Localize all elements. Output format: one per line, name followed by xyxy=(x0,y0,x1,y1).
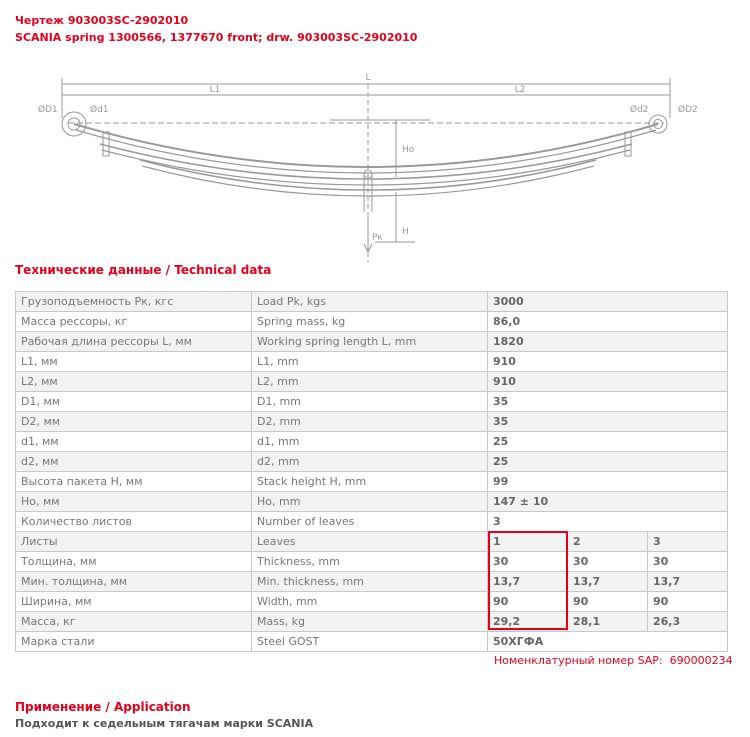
label-en: Spring mass, kg xyxy=(252,312,488,332)
label-en: D2, mm xyxy=(252,412,488,432)
label-ru: Мин. толщина, мм xyxy=(16,572,252,592)
label-ru: Количество листов xyxy=(16,512,252,532)
label-ru: d1, мм xyxy=(16,432,252,452)
application-text: Подходит к седельным тягачам марки SCANIA xyxy=(15,717,314,730)
svg-text:Ho: Ho xyxy=(402,145,415,155)
drawing-title-ru: Чертеж 903003SC-2902010 xyxy=(15,14,189,27)
clip-left xyxy=(103,132,109,156)
label-ru: D1, мм xyxy=(16,392,252,412)
label-en: Steel GOST xyxy=(252,632,488,652)
label-en: d1, mm xyxy=(252,432,488,452)
label-ru: Ho, мм xyxy=(16,492,252,512)
label-en: Load Pk, kgs xyxy=(252,292,488,312)
value-1: 910 xyxy=(488,372,728,392)
value-2: 28,1 xyxy=(568,612,648,632)
label-en: Width, mm xyxy=(252,592,488,612)
label-en: Min. thickness, mm xyxy=(252,572,488,592)
label-en: Mass, kg xyxy=(252,612,488,632)
value-3: 30 xyxy=(648,552,728,572)
value-1: 3 xyxy=(488,512,728,532)
value-3: 13,7 xyxy=(648,572,728,592)
value-1: 50ХГФА xyxy=(488,632,728,652)
sap-label: Номенклатурный номер SAP: xyxy=(494,654,663,667)
label-ru: Грузоподъемность Pк, кгс xyxy=(16,292,252,312)
value-2: 2 xyxy=(568,532,648,552)
svg-text:H: H xyxy=(402,227,409,237)
svg-text:Ød2: Ød2 xyxy=(630,105,649,115)
value-1: 35 xyxy=(488,392,728,412)
label-ru: D2, мм xyxy=(16,412,252,432)
label-ru: Ширина, мм xyxy=(16,592,252,612)
value-1: 25 xyxy=(488,452,728,472)
value-2: 13,7 xyxy=(568,572,648,592)
application-heading: Применение / Application xyxy=(15,700,191,714)
table-row xyxy=(16,292,728,312)
value-1: 1 xyxy=(488,532,568,552)
label-ru: Листы xyxy=(16,532,252,552)
table-row xyxy=(16,552,728,572)
value-1: 3000 xyxy=(488,292,728,312)
table-row xyxy=(16,472,728,492)
label-ru: d2, мм xyxy=(16,452,252,472)
table-row xyxy=(16,372,728,392)
specs-table xyxy=(15,291,728,652)
value-1: 13,7 xyxy=(488,572,568,592)
leaf-spring-drawing xyxy=(30,62,700,262)
label-ru: Марка стали xyxy=(16,632,252,652)
table-row xyxy=(16,532,728,552)
value-3: 3 xyxy=(648,532,728,552)
label-en: Leaves xyxy=(252,532,488,552)
label-ru: Рабочая длина рессоры L, мм xyxy=(16,332,252,352)
sap-number xyxy=(494,654,733,667)
value-1: 86,0 xyxy=(488,312,728,332)
value-3: 90 xyxy=(648,592,728,612)
value-1: 1820 xyxy=(488,332,728,352)
label-ru: Высота пакета H, мм xyxy=(16,472,252,492)
label-en: L2, mm xyxy=(252,372,488,392)
svg-text:ØD2: ØD2 xyxy=(678,105,698,115)
label-ru: Толщина, мм xyxy=(16,552,252,572)
leaf-1 xyxy=(74,124,658,167)
table-row xyxy=(16,572,728,592)
table-row xyxy=(16,492,728,512)
value-1: 910 xyxy=(488,352,728,372)
svg-text:L2: L2 xyxy=(514,85,526,95)
label-ru: Масса, кг xyxy=(16,612,252,632)
value-1: 25 xyxy=(488,432,728,452)
label-en: d2, mm xyxy=(252,452,488,472)
svg-text:L1: L1 xyxy=(209,85,221,95)
table-row xyxy=(16,392,728,412)
specs-heading: Технические данные / Technical data xyxy=(15,263,272,277)
value-1: 30 xyxy=(488,552,568,572)
svg-text:Pк: Pк xyxy=(372,233,383,243)
label-en: Number of leaves xyxy=(252,512,488,532)
value-1: 35 xyxy=(488,412,728,432)
label-en: Ho, mm xyxy=(252,492,488,512)
table-row xyxy=(16,432,728,452)
label-ru: L1, мм xyxy=(16,352,252,372)
drawing-title-en: SCANIA spring 1300566, 1377670 front; drw. 903003SC-2902010 xyxy=(15,31,418,44)
table-row xyxy=(16,632,728,652)
value-1: 29,2 xyxy=(488,612,568,632)
label-en: D1, mm xyxy=(252,392,488,412)
table-row xyxy=(16,412,728,432)
table-row xyxy=(16,312,728,332)
value-2: 30 xyxy=(568,552,648,572)
svg-text:ØD1: ØD1 xyxy=(38,105,58,115)
label-en: Stack height H, mm xyxy=(252,472,488,492)
value-3: 26,3 xyxy=(648,612,728,632)
value-1: 90 xyxy=(488,592,568,612)
svg-text:L: L xyxy=(365,73,371,83)
table-row xyxy=(16,612,728,632)
label-en: Working spring length L, mm xyxy=(252,332,488,352)
label-ru: Масса рессоры, кг xyxy=(16,312,252,332)
value-1: 147 ± 10 xyxy=(488,492,728,512)
label-en: Thickness, mm xyxy=(252,552,488,572)
label-en: L1, mm xyxy=(252,352,488,372)
table-row xyxy=(16,512,728,532)
table-row xyxy=(16,452,728,472)
table-row xyxy=(16,592,728,612)
svg-text:Ød1: Ød1 xyxy=(90,105,109,115)
value-2: 90 xyxy=(568,592,648,612)
sap-value: 690000234 xyxy=(669,654,733,667)
value-1: 99 xyxy=(488,472,728,492)
label-ru: L2, мм xyxy=(16,372,252,392)
table-row xyxy=(16,332,728,352)
table-row xyxy=(16,352,728,372)
